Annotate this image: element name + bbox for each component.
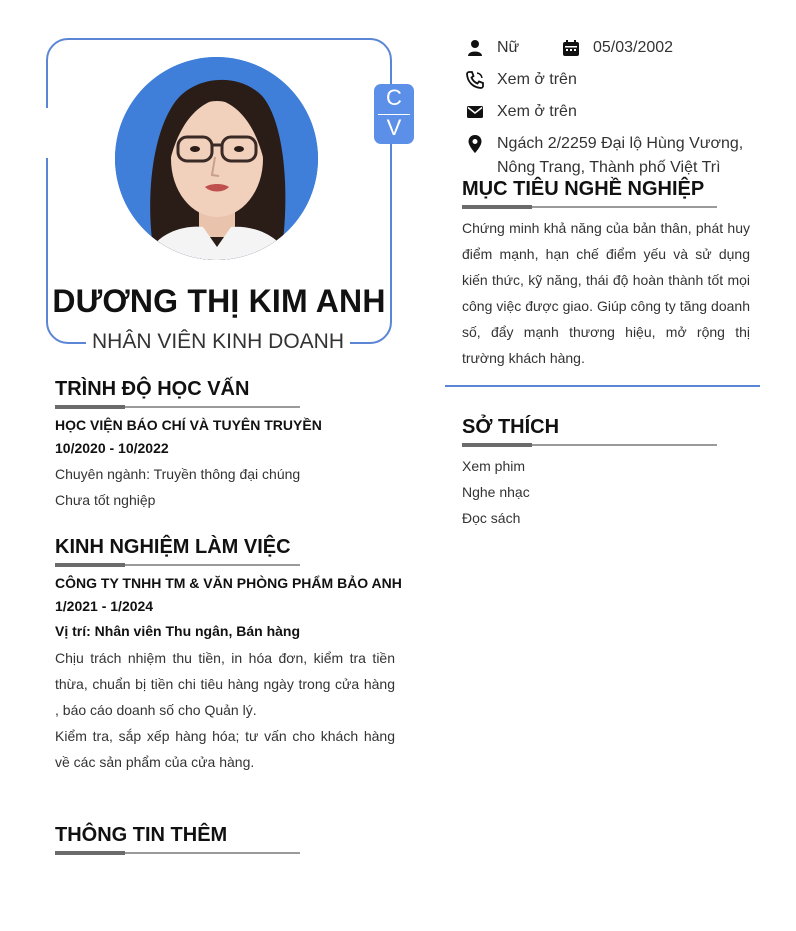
gender-icon xyxy=(465,38,485,63)
cv-badge-divider xyxy=(378,114,410,115)
experience-period: 1/2021 - 1/2024 xyxy=(55,598,154,614)
extra-info-underline xyxy=(55,852,300,854)
education-period: 10/2020 - 10/2022 xyxy=(55,440,169,456)
experience-duty: Chịu trách nhiệm thu tiền, in hóa đơn, kiểm tra tiền thừa, chuẩn bị tiền chi tiêu hàng ngày trong cửa hàng , báo cáo doanh số cho Quản lý. xyxy=(55,650,395,718)
cv-badge-bottom: V xyxy=(386,115,402,140)
objective-text: Chứng minh khả năng của bản thân, phát huy điểm mạnh, hạn chế điểm yếu và sử dụng kiến thức, kỹ năng, thái độ hoàn thành tốt mọi công việc được giao. Giúp công ty tăng doanh số, đẩy mạnh thương hiệu, mở rộng thị trường khách hàng. xyxy=(462,220,750,366)
experience-duty: Kiểm tra, sắp xếp hàng hóa; tư vấn cho khách hàng về các sản phẩm của cửa hàng. xyxy=(55,728,395,770)
candidate-name: DƯƠNG THỊ KIM ANH xyxy=(52,283,386,319)
cv-badge-top: C xyxy=(386,85,402,110)
calendar-icon xyxy=(561,38,581,63)
education-title: TRÌNH ĐỘ HỌC VẤN xyxy=(55,378,250,400)
experience-title: KINH NGHIỆM LÀM VIỆC xyxy=(55,536,291,558)
objective-underline xyxy=(462,206,717,208)
objective-title: MỤC TIÊU NGHỀ NGHIỆP xyxy=(462,178,705,200)
hobbies-title: SỞ THÍCH xyxy=(462,416,560,438)
job-title: NHÂN VIÊN KINH DOANH xyxy=(86,330,350,354)
phone-icon xyxy=(465,70,485,95)
hobby-item: Xem phim xyxy=(462,458,526,474)
email-icon xyxy=(465,102,485,127)
education-status: Chưa tốt nghiệp xyxy=(55,492,156,508)
location-icon xyxy=(465,134,485,159)
hobby-item: Đọc sách xyxy=(462,510,521,526)
birthday-value: 05/03/2002 xyxy=(593,39,674,56)
experience-position: Vị trí: Nhân viên Thu ngân, Bán hàng xyxy=(55,623,301,639)
hobby-item: Nghe nhạc xyxy=(462,484,530,500)
experience-underline xyxy=(55,564,300,566)
experience-company: CÔNG TY TNHH TM & VĂN PHÒNG PHẨM BẢO ANH xyxy=(55,575,402,591)
address-line-2: Nông Trang, Thành phố Việt Trì xyxy=(497,159,721,176)
cv-badge xyxy=(374,84,414,144)
education-major: Chuyên ngành: Truyền thông đại chúng xyxy=(55,466,301,482)
section-divider xyxy=(445,385,760,387)
gender-value: Nữ xyxy=(497,39,520,56)
address-line-1: Ngách 2/2259 Đại lộ Hùng Vương, xyxy=(497,135,744,152)
email-value: Xem ở trên xyxy=(497,103,577,120)
profile-photo xyxy=(115,57,318,260)
education-underline xyxy=(55,406,300,408)
phone-value: Xem ở trên xyxy=(497,71,577,88)
frame-gap xyxy=(42,108,50,158)
education-school: HỌC VIỆN BÁO CHÍ VÀ TUYÊN TRUYỀN xyxy=(55,417,322,433)
hobbies-underline xyxy=(462,444,717,446)
extra-info-title: THÔNG TIN THÊM xyxy=(55,824,228,846)
